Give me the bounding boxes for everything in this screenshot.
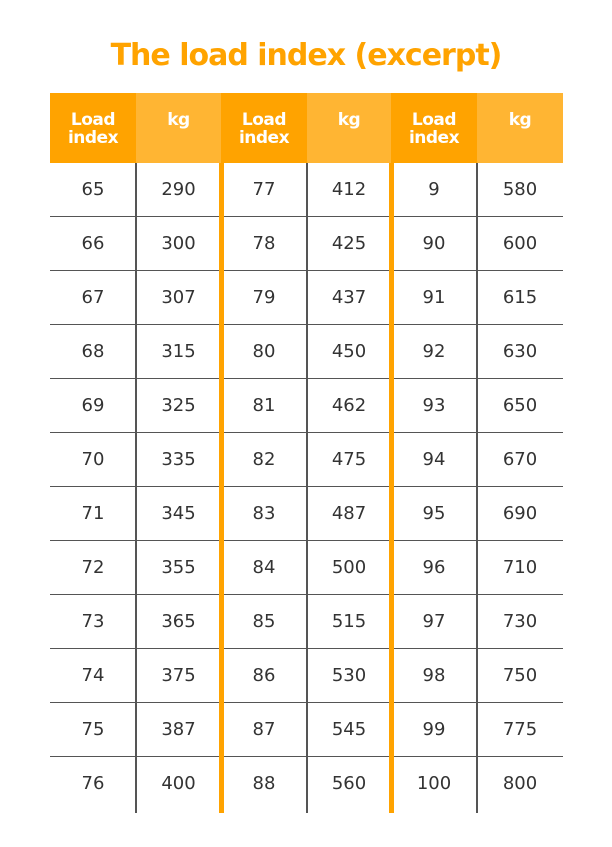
kg-cell: 335 [161,449,196,470]
kg-cell: 515 [331,611,367,632]
kg-cell: 500 [331,557,367,578]
load-index-cell: 84 [252,557,276,578]
kg-cell: 325 [161,395,196,416]
load-index-cell: 67 [81,287,105,308]
kg-cell: 800 [502,773,538,794]
header-kg-1 [136,93,221,163]
header-load-index-2 [221,93,307,163]
page-title: The load index (excerpt) [110,38,502,73]
kg-cell: 630 [502,341,538,362]
load-index-cell: 95 [422,503,446,524]
kg-cell: 450 [331,341,367,362]
kg-cell: 387 [161,719,196,740]
kg-cell: 545 [331,719,367,740]
load-index-cell: 77 [252,179,276,200]
load-index-cell: 76 [81,773,105,794]
kg-cell: 600 [502,233,538,254]
kg-cell: 487 [331,503,367,524]
header-label: index [238,128,290,148]
kg-cell: 462 [331,395,367,416]
header-label: Load [70,110,116,130]
load-index-cell: 96 [422,557,446,578]
kg-cell: 560 [331,773,367,794]
kg-cell: 775 [502,719,538,740]
load-index-cell: 98 [422,665,446,686]
kg-cell: 650 [502,395,538,416]
kg-cell: 375 [161,665,196,686]
load-index-cell: 79 [252,287,276,308]
header-kg-2 [307,93,391,163]
kg-cell: 290 [161,179,196,200]
kg-cell: 315 [161,341,196,362]
header-label: kg [508,110,532,130]
load-index-cell: 71 [81,503,105,524]
column-divider [476,163,478,813]
load-index-cell: 72 [81,557,105,578]
header-load-index-1 [50,93,136,163]
load-index-cell: 99 [422,719,446,740]
header-load-index-3 [391,93,477,163]
load-index-cell: 80 [252,341,276,362]
header-label: kg [337,110,361,130]
kg-cell: 365 [161,611,196,632]
kg-cell: 412 [331,179,367,200]
load-index-cell: 75 [81,719,105,740]
load-index-cell: 94 [422,449,446,470]
load-index-cell: 69 [81,395,105,416]
load-index-cell: 91 [422,287,446,308]
load-index-cell: 82 [252,449,276,470]
header-label: kg [167,110,190,130]
group-divider [219,163,224,813]
header-label: Load [241,110,287,130]
load-index-cell: 9 [428,179,440,200]
kg-cell: 615 [502,287,538,308]
header-kg-3 [477,93,563,163]
load-index-cell: 92 [422,341,446,362]
kg-cell: 400 [161,773,196,794]
load-index-cell: 66 [81,233,105,254]
kg-cell: 345 [161,503,196,524]
kg-cell: 530 [331,665,367,686]
kg-cell: 690 [502,503,538,524]
load-index-cell: 68 [81,341,105,362]
load-index-cell: 87 [252,719,276,740]
header-label: index [408,128,460,148]
header-label: Load [411,110,457,130]
load-index-cell: 90 [422,233,446,254]
kg-cell: 475 [331,449,367,470]
kg-cell: 437 [331,287,367,308]
kg-cell: 710 [502,557,538,578]
load-index-cell: 100 [416,773,452,794]
kg-cell: 307 [161,287,196,308]
kg-cell: 750 [502,665,538,686]
kg-cell: 730 [502,611,538,632]
load-index-cell: 70 [81,449,105,470]
load-index-cell: 86 [252,665,276,686]
load-index-cell: 81 [252,395,276,416]
load-index-cell: 85 [252,611,276,632]
load-index-cell: 73 [81,611,105,632]
load-index-cell: 97 [422,611,446,632]
kg-cell: 580 [502,179,538,200]
load-index-cell: 78 [252,233,276,254]
kg-cell: 300 [161,233,196,254]
column-divider [135,163,137,813]
load-index-cell: 74 [81,665,105,686]
load-index-cell: 83 [252,503,276,524]
kg-cell: 355 [161,557,196,578]
kg-cell: 670 [502,449,538,470]
kg-cell: 425 [331,233,367,254]
column-divider [306,163,308,813]
load-index-cell: 88 [252,773,276,794]
load-index-cell: 93 [422,395,446,416]
load-index-cell: 65 [81,179,105,200]
header-label: index [67,128,119,148]
group-divider [389,163,394,813]
